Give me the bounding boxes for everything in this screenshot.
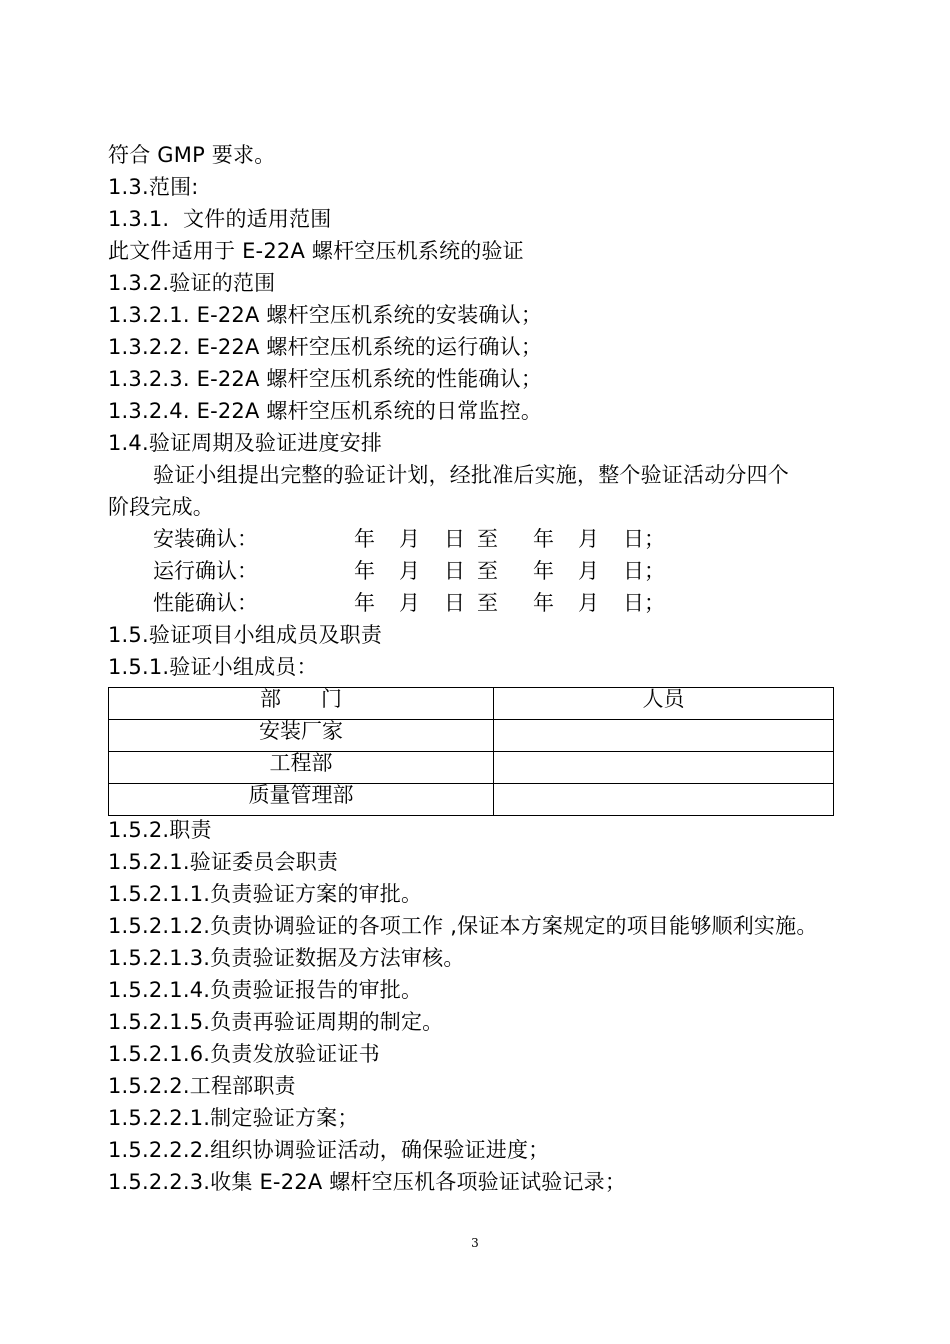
list-item-monitoring: 1.3.2.4. E-22A 螺杆空压机系统的日常监控。 xyxy=(108,399,543,423)
schedule-to: 至 xyxy=(477,527,498,551)
schedule-label: 运行确认： xyxy=(153,559,258,583)
table-cell-personnel xyxy=(494,752,834,784)
list-item: 1.5.2.1.5.负责再验证周期的制定。 xyxy=(108,1010,444,1034)
table-cell-department: 工程部 xyxy=(109,752,494,784)
heading-doc-scope: 1.3.1. 文件的适用范围 xyxy=(108,207,332,231)
heading-members-list: 1.5.1.验证小组成员： xyxy=(108,655,318,679)
list-item: 1.5.2.1.2.负责协调验证的各项工作 ,保证本方案规定的项目能够顺利实施。 xyxy=(108,914,818,938)
schedule-day-start: 日 xyxy=(444,591,465,615)
paragraph-line-2: 阶段完成。 xyxy=(108,495,214,519)
heading-responsibilities: 1.5.2.职责 xyxy=(108,818,212,842)
list-item: 1.5.2.2.2.组织协调验证活动，确保验证进度； xyxy=(108,1138,550,1162)
table-cell-personnel xyxy=(494,784,834,816)
table-row xyxy=(109,752,834,784)
schedule-row-oq xyxy=(153,558,673,584)
table-cell-department: 安装厂家 xyxy=(109,720,494,752)
list-item: 1.5.2.1.4.负责验证报告的审批。 xyxy=(108,978,423,1002)
table-header-personnel: 人员 xyxy=(494,688,834,720)
schedule-month-end: 月 xyxy=(578,591,599,615)
list-item: 1.5.2.2.3.收集 E-22A 螺杆空压机各项验证试验记录； xyxy=(108,1170,627,1194)
schedule-year-start: 年 xyxy=(354,527,375,551)
list-item-pq: 1.3.2.3. E-22A 螺杆空压机系统的性能确认； xyxy=(108,367,543,391)
text-line-applicability: 此文件适用于 E-22A 螺杆空压机系统的验证 xyxy=(108,239,524,263)
text-line-gmp: 符合 GMP 要求。 xyxy=(108,143,276,167)
schedule-year-start: 年 xyxy=(354,559,375,583)
schedule-month-start: 月 xyxy=(399,527,420,551)
heading-members: 1.5.验证项目小组成员及职责 xyxy=(108,623,383,647)
heading-committee: 1.5.2.1.验证委员会职责 xyxy=(108,850,339,874)
schedule-year-end: 年 xyxy=(533,559,554,583)
table-cell-personnel xyxy=(494,720,834,752)
table-header-row xyxy=(109,688,834,720)
schedule-day-end: 日； xyxy=(623,591,665,615)
schedule-row-pq xyxy=(153,590,673,616)
schedule-month-end: 月 xyxy=(578,559,599,583)
list-item-iq: 1.3.2.1. E-22A 螺杆空压机系统的安装确认； xyxy=(108,303,543,327)
table-cell-department: 质量管理部 xyxy=(109,784,494,816)
schedule-to: 至 xyxy=(477,559,498,583)
table-row xyxy=(109,720,834,752)
members-table xyxy=(108,687,834,816)
heading-validation-scope: 1.3.2.验证的范围 xyxy=(108,271,276,295)
schedule-row-iq xyxy=(153,526,673,552)
heading-engineering: 1.5.2.2.工程部职责 xyxy=(108,1074,296,1098)
table-header-department: 部 门 xyxy=(109,688,494,720)
schedule-year-start: 年 xyxy=(354,591,375,615)
paragraph-line-1: 验证小组提出完整的验证计划，经批准后实施，整个验证活动分四个 xyxy=(153,463,789,487)
schedule-to: 至 xyxy=(477,591,498,615)
schedule-day-start: 日 xyxy=(444,527,465,551)
list-item-oq: 1.3.2.2. E-22A 螺杆空压机系统的运行确认； xyxy=(108,335,543,359)
schedule-day-start: 日 xyxy=(444,559,465,583)
schedule-label: 安装确认： xyxy=(153,527,258,551)
schedule-day-end: 日； xyxy=(623,527,665,551)
heading-schedule: 1.4.验证周期及验证进度安排 xyxy=(108,431,383,455)
schedule-label: 性能确认： xyxy=(153,591,258,615)
schedule-month-start: 月 xyxy=(399,591,420,615)
list-item: 1.5.2.2.1.制定验证方案； xyxy=(108,1106,359,1130)
list-item: 1.5.2.1.1.负责验证方案的审批。 xyxy=(108,882,423,906)
schedule-day-end: 日； xyxy=(623,559,665,583)
schedule-month-start: 月 xyxy=(399,559,420,583)
schedule-month-end: 月 xyxy=(578,527,599,551)
list-item: 1.5.2.1.6.负责发放验证证书 xyxy=(108,1042,380,1066)
list-item: 1.5.2.1.3.负责验证数据及方法审核。 xyxy=(108,946,465,970)
table-row xyxy=(109,784,834,816)
schedule-year-end: 年 xyxy=(533,527,554,551)
heading-scope: 1.3.范围: xyxy=(108,175,199,199)
page-number: 3 xyxy=(471,1236,479,1250)
schedule-year-end: 年 xyxy=(533,591,554,615)
